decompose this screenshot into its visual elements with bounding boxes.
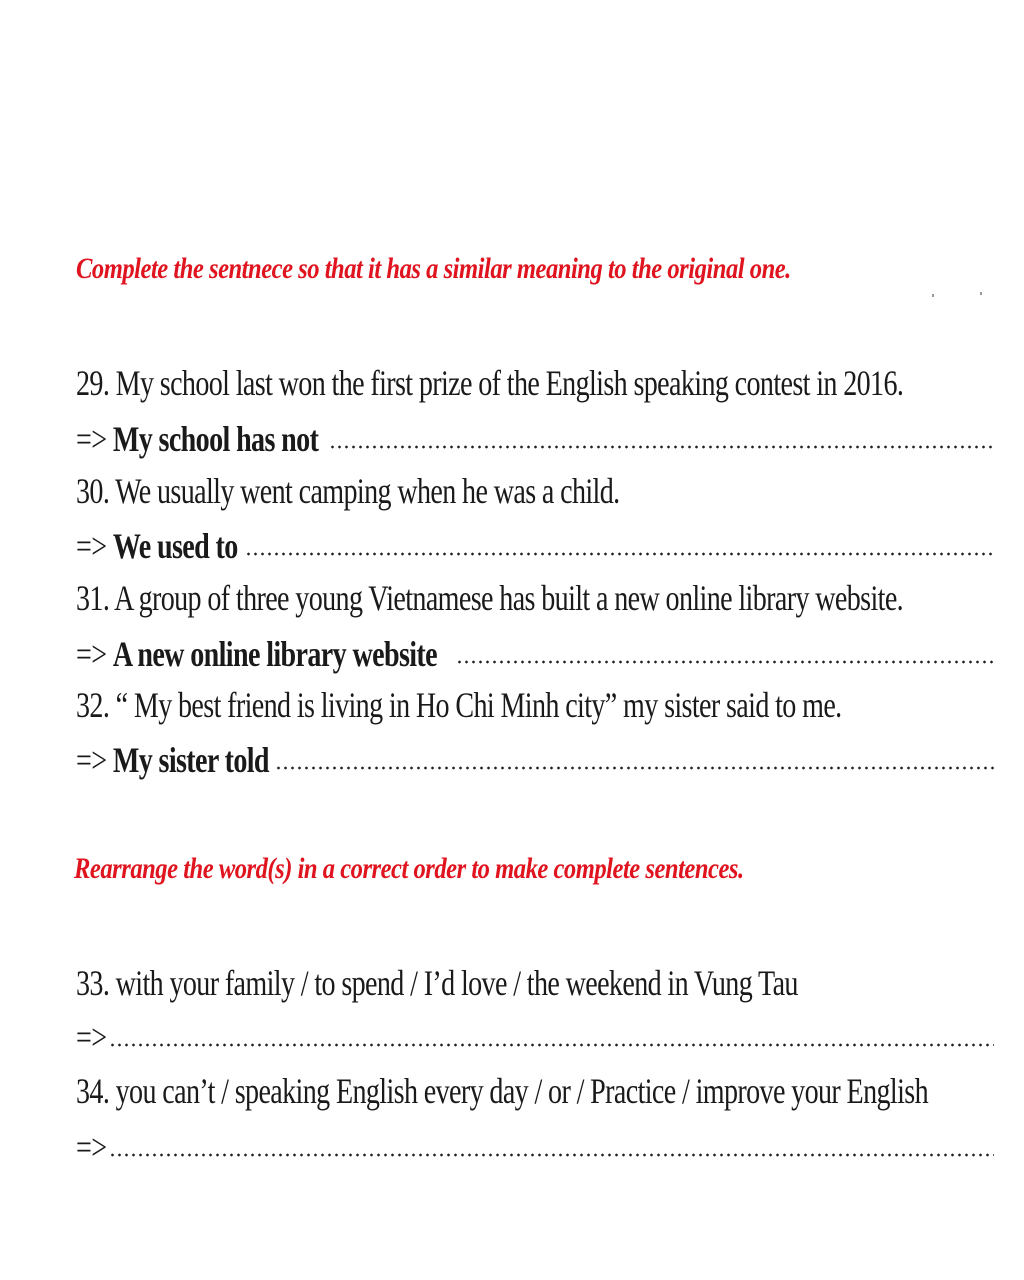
arrow: => bbox=[76, 419, 107, 459]
question-32: 32. “ My best friend is living in Ho Chi Minh city” my sister said to me. bbox=[76, 685, 842, 725]
stray-mark bbox=[932, 294, 934, 297]
arrow: => bbox=[76, 1017, 107, 1057]
answer-line-34[interactable] bbox=[76, 1124, 994, 1168]
dotted-blank[interactable] bbox=[456, 658, 994, 666]
answer-prefix-34 bbox=[76, 1126, 106, 1168]
sentence-starter: We used to bbox=[112, 526, 238, 566]
arrow: => bbox=[76, 1127, 107, 1167]
answer-prefix-32 bbox=[76, 739, 269, 781]
question-33: 33. with your family / to spend / I’d love / the weekend in Vung Tau bbox=[76, 963, 798, 1003]
answer-prefix-33 bbox=[76, 1016, 106, 1058]
sentence-starter: A new online library website bbox=[112, 634, 438, 674]
answer-prefix-31 bbox=[76, 633, 437, 675]
section2-heading: Rearrange the word(s) in a correct order to make complete sentences. bbox=[74, 852, 744, 885]
section1-heading: Complete the sentnece so that it has a similar meaning to the original one. bbox=[76, 252, 791, 285]
answer-line-31[interactable] bbox=[76, 631, 994, 675]
question-29: 29. My school last won the first prize of the English speaking contest in 2016. bbox=[76, 363, 904, 403]
dotted-blank[interactable] bbox=[109, 1041, 994, 1049]
answer-line-29[interactable] bbox=[76, 416, 994, 460]
answer-line-33[interactable] bbox=[76, 1014, 994, 1058]
question-30: 30. We usually went camping when he was a child. bbox=[76, 471, 620, 511]
sentence-starter: My school has not bbox=[112, 419, 319, 459]
dotted-blank[interactable] bbox=[109, 1151, 994, 1159]
question-34: 34. you can’t / speaking English every day / or / Practice / improve your English bbox=[76, 1071, 928, 1111]
arrow: => bbox=[76, 634, 107, 674]
dotted-blank[interactable] bbox=[329, 443, 994, 451]
answer-prefix-29 bbox=[76, 418, 318, 460]
answer-prefix-30 bbox=[76, 525, 238, 567]
answer-line-32[interactable] bbox=[76, 737, 994, 781]
question-31: 31. A group of three young Vietnamese has built a new online library website. bbox=[76, 578, 904, 618]
arrow: => bbox=[76, 526, 107, 566]
sentence-starter: My sister told bbox=[112, 740, 269, 780]
dotted-blank[interactable] bbox=[245, 550, 994, 558]
answer-line-30[interactable] bbox=[76, 523, 994, 567]
dotted-blank[interactable] bbox=[275, 764, 994, 772]
arrow: => bbox=[76, 740, 107, 780]
stray-mark bbox=[980, 292, 982, 295]
